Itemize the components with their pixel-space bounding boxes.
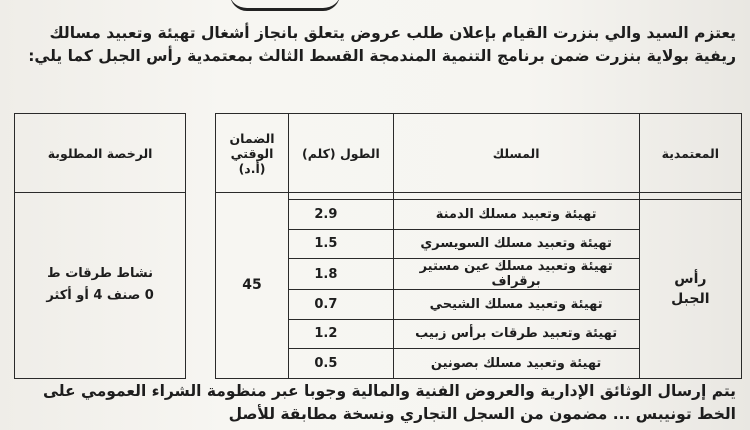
header-length: الطول (كلم) bbox=[289, 114, 393, 193]
track-name: تهيئة وتعبيد مسلك عين مستير برقراف bbox=[393, 259, 639, 290]
header-guarantee-line-3: (أ.د) bbox=[238, 160, 266, 176]
track-name: تهيئة وتعبيد مسلك الدمنة bbox=[393, 200, 639, 230]
header-delegation: المعتمدية bbox=[639, 114, 741, 193]
track-length: 0.5 bbox=[289, 349, 393, 379]
track-name: تهيئة وتعبيد مسلك الشيحي bbox=[393, 290, 639, 320]
track-length: 2.9 bbox=[289, 200, 393, 230]
outro-line-1: يتم إرسال الوثائق الإدارية والعروض الفنية والمالية وجوبا عبر منظومة الشراء العمومي على bbox=[43, 382, 736, 400]
track-length: 1.8 bbox=[289, 259, 393, 290]
outro-paragraph bbox=[10, 380, 736, 426]
guarantee-value: 45 bbox=[215, 193, 289, 379]
header-track: المسلك bbox=[393, 114, 639, 193]
outro-line-2: الخط تونيبس ... مضمون من السجل التجاري ونسخة مطابقة للأصل bbox=[228, 405, 736, 423]
column-spacer bbox=[186, 193, 216, 379]
intro-line-1: يعتزم السيد والي بنزرت القيام بإعلان طلب عروض يتعلق بانجاز أشغال تهيئة وتعبيد مسالك bbox=[49, 24, 736, 42]
tracks-table bbox=[14, 113, 742, 379]
track-length: 1.5 bbox=[289, 229, 393, 259]
license-line-2: 0 صنف 4 أو أكثر bbox=[46, 288, 154, 304]
intro-line-2: ريفية بولاية بنزرت ضمن برنامج التنمية المندمجة القسط الثالث بمعتمدية رأس الجبل كما يلي: bbox=[28, 47, 736, 65]
track-name: تهيئة وتعبيد طرقات برأس زبيب bbox=[393, 319, 639, 349]
spacer-cell bbox=[639, 193, 741, 200]
header-guarantee bbox=[215, 114, 289, 193]
delegation-line-2: الجبل bbox=[671, 290, 710, 307]
header-guarantee-line-2: الوقتي bbox=[230, 145, 274, 161]
track-name: تهيئة وتعبيد مسلك السويسري bbox=[393, 229, 639, 259]
spacer-cell bbox=[393, 193, 639, 200]
spacer-cell bbox=[289, 193, 393, 200]
header-guarantee-line-1: الضمان bbox=[229, 130, 275, 146]
license-line-1: نشاط طرقات ط bbox=[47, 266, 154, 282]
header-license: الرخصة المطلوبة bbox=[15, 114, 186, 193]
track-length: 1.2 bbox=[289, 319, 393, 349]
delegation-line-1: رأس bbox=[674, 270, 707, 287]
track-length: 0.7 bbox=[289, 290, 393, 320]
license-cell bbox=[15, 193, 186, 379]
header-fragment bbox=[230, 0, 340, 11]
track-name: تهيئة وتعبيد مسلك بصونين bbox=[393, 349, 639, 379]
delegation-cell bbox=[639, 200, 741, 379]
intro-paragraph bbox=[10, 22, 736, 68]
header-spacer bbox=[186, 114, 216, 193]
table-header-row bbox=[15, 114, 742, 193]
table-spacer-row bbox=[15, 193, 742, 200]
